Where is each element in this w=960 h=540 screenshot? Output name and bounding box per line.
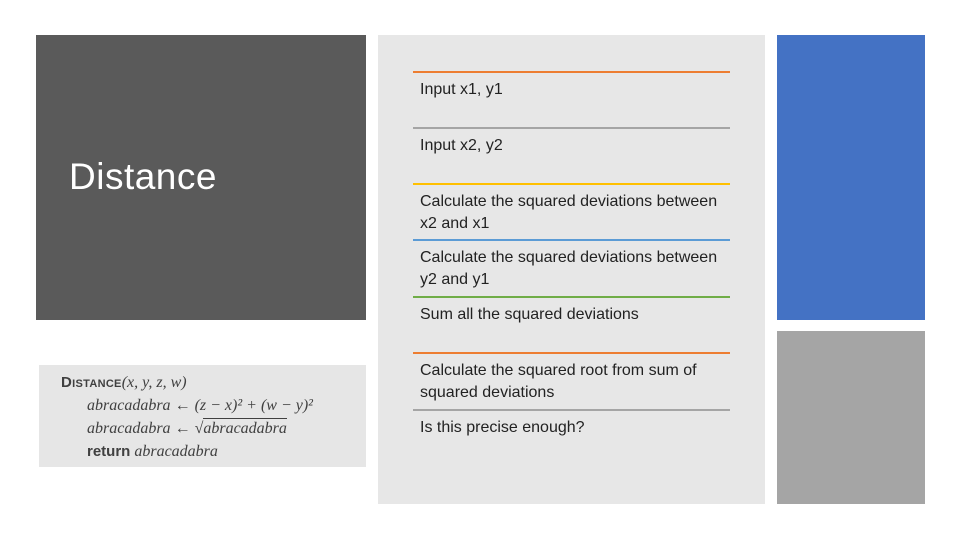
- expression: (z − x)² + (w − y)²: [194, 397, 313, 414]
- pseudocode-line-assign-2: [87, 420, 287, 438]
- step-label: Sum all the squared deviations: [420, 306, 639, 323]
- return-value: abracadabra: [134, 443, 218, 460]
- sqrt-operand: abracadabra: [203, 420, 287, 437]
- assign-arrow: ←: [174, 420, 191, 437]
- step-item: [413, 352, 730, 409]
- step-item: [413, 409, 730, 466]
- title-panel: [36, 35, 366, 320]
- accent-block-gray: [777, 331, 925, 504]
- steps-panel: [378, 35, 765, 504]
- function-params: (x, y, z, w): [121, 374, 187, 391]
- step-item: [413, 239, 730, 296]
- step-item: [413, 296, 730, 353]
- step-label: Calculate the squared deviations between y2 and y1: [420, 249, 718, 288]
- slide-title: Distance: [69, 156, 217, 197]
- pseudocode-line-assign-1: [87, 397, 313, 415]
- assign-arrow: ←: [174, 397, 191, 414]
- step-label: Calculate the squared root from sum of squared deviations: [420, 362, 697, 401]
- step-label: Input x1, y1: [420, 81, 503, 98]
- step-item: [413, 183, 730, 240]
- return-keyword: return: [87, 443, 131, 460]
- variable-name: abracadabra: [87, 420, 171, 437]
- pseudocode-line-signature: [61, 374, 187, 392]
- step-label: Is this precise enough?: [420, 419, 585, 436]
- variable-name: abracadabra: [87, 397, 171, 414]
- step-item: [413, 71, 730, 128]
- function-name: Distance: [61, 374, 122, 391]
- accent-block-blue: [777, 35, 925, 320]
- pseudocode-line-return: [87, 443, 218, 461]
- sqrt-icon: √: [194, 420, 204, 437]
- step-label: Input x2, y2: [420, 137, 503, 154]
- pseudocode-box: [39, 365, 366, 467]
- step-item: [413, 127, 730, 184]
- step-label: Calculate the squared deviations between x2 and x1: [420, 193, 718, 232]
